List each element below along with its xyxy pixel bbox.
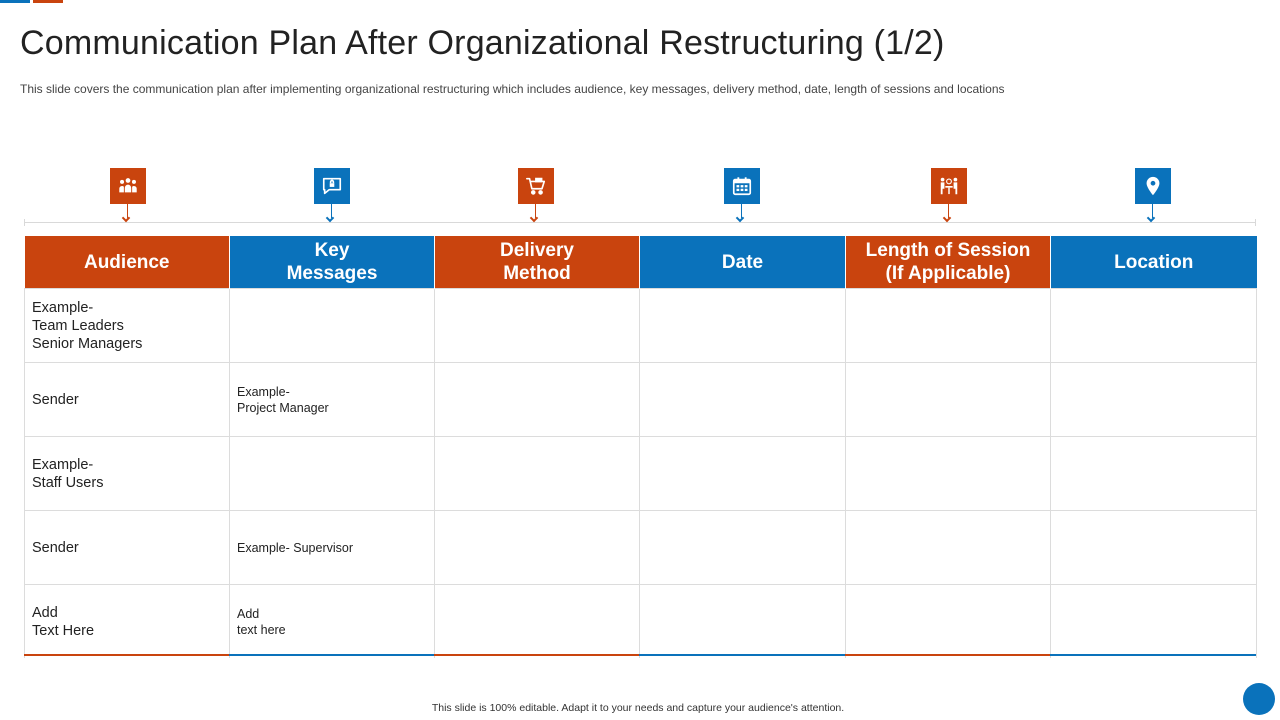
column-bottom-bar bbox=[434, 654, 639, 656]
table-cell[interactable]: Add text here bbox=[230, 585, 435, 659]
column-bottom-bar bbox=[229, 654, 434, 656]
table-row bbox=[25, 585, 1257, 659]
message-icon bbox=[314, 168, 350, 204]
table-cell[interactable] bbox=[435, 289, 640, 363]
table-cell[interactable] bbox=[435, 437, 640, 511]
cart-icon bbox=[518, 168, 554, 204]
communication-plan-table bbox=[24, 236, 1257, 658]
chevron-down-icon bbox=[530, 214, 538, 222]
corner-circle-decoration bbox=[1243, 683, 1275, 715]
table-header-row bbox=[25, 236, 1257, 289]
top-accent-blue bbox=[0, 0, 30, 3]
table-cell[interactable] bbox=[435, 511, 640, 585]
chevron-down-icon bbox=[1147, 214, 1155, 222]
page-subtitle: This slide covers the communication plan after implementing organizational restructuring which includes audience, key messages, delivery method, date, length of sessions and locations bbox=[20, 82, 1005, 96]
table-cell[interactable] bbox=[640, 437, 846, 511]
top-accent-orange bbox=[33, 0, 63, 3]
table-cell[interactable] bbox=[1051, 511, 1257, 585]
header-key-messages: Key Messages bbox=[230, 236, 435, 289]
header-date: Date bbox=[640, 236, 846, 289]
header-length-of-session: Length of Session (If Applicable) bbox=[846, 236, 1051, 289]
table-cell[interactable] bbox=[640, 511, 846, 585]
table-cell[interactable]: Example- Project Manager bbox=[230, 363, 435, 437]
table-cell[interactable] bbox=[1051, 363, 1257, 437]
table-cell[interactable] bbox=[230, 437, 435, 511]
table-cell[interactable] bbox=[1051, 585, 1257, 659]
table-cell[interactable] bbox=[640, 585, 846, 659]
table-cell[interactable]: Example- Supervisor bbox=[230, 511, 435, 585]
date-icon-marker bbox=[724, 168, 760, 228]
location-icon-marker bbox=[1135, 168, 1171, 228]
table-cell[interactable] bbox=[1051, 289, 1257, 363]
session-icon-marker bbox=[931, 168, 967, 228]
column-bottom-bar bbox=[1050, 654, 1256, 656]
table-row bbox=[25, 437, 1257, 511]
table-cell[interactable]: Example- Team Leaders Senior Managers bbox=[25, 289, 230, 363]
table-cell[interactable] bbox=[846, 363, 1051, 437]
table-cell[interactable] bbox=[846, 585, 1051, 659]
table-cell[interactable] bbox=[435, 585, 640, 659]
location-pin-icon bbox=[1135, 168, 1171, 204]
footer-note: This slide is 100% editable. Adapt it to your needs and capture your audience's attention. bbox=[431, 702, 845, 714]
table-cell[interactable]: Add Text Here bbox=[25, 585, 230, 659]
header-audience: Audience bbox=[25, 236, 230, 289]
connector-line bbox=[24, 222, 1256, 223]
table-cell[interactable]: Sender bbox=[25, 363, 230, 437]
chevron-down-icon bbox=[943, 214, 951, 222]
table-row bbox=[25, 511, 1257, 585]
team-icon bbox=[110, 168, 146, 204]
table-cell[interactable] bbox=[846, 437, 1051, 511]
calendar-icon bbox=[724, 168, 760, 204]
table-cell[interactable]: Example- Staff Users bbox=[25, 437, 230, 511]
table-cell[interactable] bbox=[846, 511, 1051, 585]
messages-icon-marker bbox=[314, 168, 350, 228]
table-cell[interactable] bbox=[640, 363, 846, 437]
table-row bbox=[25, 363, 1257, 437]
table-cell[interactable] bbox=[230, 289, 435, 363]
header-location: Location bbox=[1051, 236, 1257, 289]
meeting-icon bbox=[931, 168, 967, 204]
column-bottom-bar bbox=[24, 654, 229, 656]
chevron-down-icon bbox=[122, 214, 130, 222]
audience-icon-marker bbox=[110, 168, 146, 228]
chevron-down-icon bbox=[736, 214, 744, 222]
page-title: Communication Plan After Organizational Restructuring (1/2) bbox=[20, 24, 945, 62]
table-cell[interactable] bbox=[435, 363, 640, 437]
table-cell[interactable]: Sender bbox=[25, 511, 230, 585]
delivery-icon-marker bbox=[518, 168, 554, 228]
header-delivery-method: Delivery Method bbox=[435, 236, 640, 289]
column-bottom-bar bbox=[845, 654, 1050, 656]
table-cell[interactable] bbox=[1051, 437, 1257, 511]
column-bottom-bar bbox=[639, 654, 845, 656]
table-row bbox=[25, 289, 1257, 363]
table-cell[interactable] bbox=[640, 289, 846, 363]
table-cell[interactable] bbox=[846, 289, 1051, 363]
chevron-down-icon bbox=[326, 214, 334, 222]
